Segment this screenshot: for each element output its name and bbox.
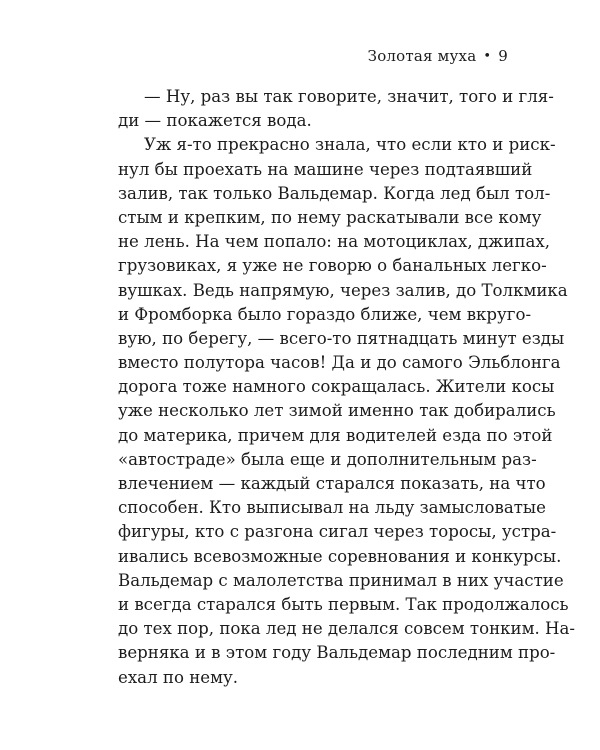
text-line: дорога тоже намного сокращалась. Жители косы <box>118 377 555 397</box>
text-line: вместо полутора часов! Да и до самого Эльблонга <box>118 353 561 373</box>
running-title: Золотая муха <box>367 47 477 65</box>
separator-bullet: • <box>483 49 492 64</box>
text-line: ди — покажется вода. <box>118 111 312 131</box>
text-line: влечением — каждый старался показать, на что <box>118 474 546 493</box>
text-line: уже несколько лет зимой именно так добирались <box>118 401 556 421</box>
text-line: до материка, причем для водителей езда по этой <box>118 425 553 445</box>
text-line: и Фромборка было гораздо ближе, чем вкругo- <box>118 304 532 324</box>
text-line: до тех пор, пока лед не делался совсем тонким. На- <box>118 619 575 639</box>
text-line: ехал по нему. <box>118 667 239 687</box>
text-line: стым и крепким, по нему раскатывали все кому <box>118 207 542 227</box>
text-line: грузовиках, я уже не говорю о банальных легко- <box>118 256 547 276</box>
text-line: способен. Кто выписывал на льду замысловатые <box>118 498 546 518</box>
text-line: вую, по берегу, — всего-то пятнадцать минут езды <box>118 328 565 348</box>
text-line: «автостраде» была еще и дополнительным раз- <box>118 449 537 469</box>
text-line: Уж я-то прекрасно знала, что если кто и риск- <box>144 135 556 155</box>
text-line: нул бы проехать на машине через подтаявший <box>118 159 533 179</box>
running-head <box>368 47 508 66</box>
body-text <box>118 85 575 690</box>
text-line: — Ну, раз вы так говорите, значит, того и гля- <box>144 87 554 106</box>
text-line: верняка и в этом году Вальдемар последним про- <box>118 643 556 663</box>
text-line: вушках. Ведь напрямую, через залив, до Толкмика <box>118 280 568 300</box>
text-line: ивались всевозможные соревнования и конкурсы. <box>118 546 562 566</box>
page-number: 9 <box>498 47 508 65</box>
text-line: Вальдемар с малолетства принимал в них участие <box>118 570 564 590</box>
text-line: залив, так только Вальдемар. Когда лед был тол- <box>118 183 551 203</box>
text-line: и всегда старался быть первым. Так продолжалось <box>118 594 569 614</box>
text-line: не лень. На чем попало: на мотоциклах, джипах, <box>118 232 551 252</box>
text-line: фигуры, кто с разгона сигал через торосы, устра- <box>118 522 557 542</box>
